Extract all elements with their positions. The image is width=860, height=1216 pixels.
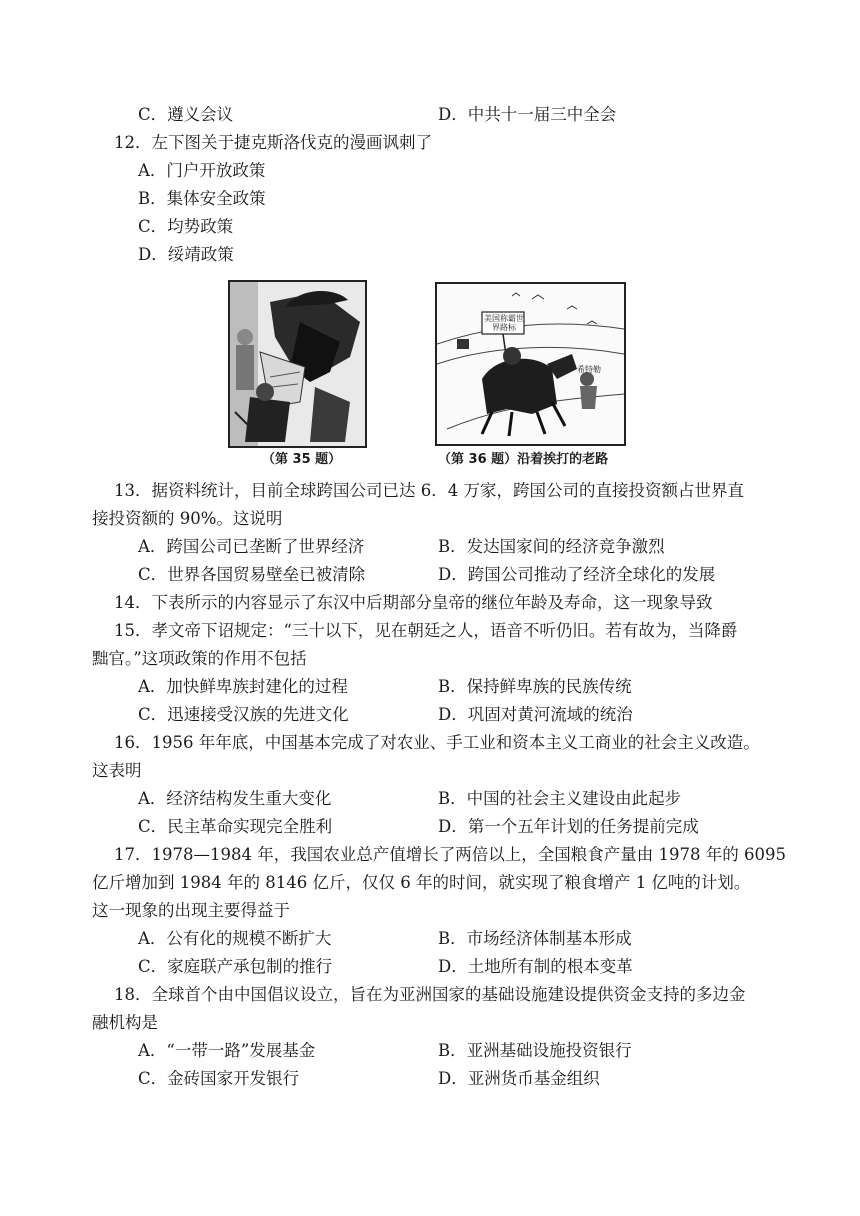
q13-option-b: B．发达国家间的经济竞争激烈 [438,537,665,556]
q11-option-d: D．中共十一届三中全会 [438,105,617,124]
q11-option-c: C．遵义会议 [138,105,234,124]
right-cartoon-sign-text: 美国称霸世界路标 [484,314,524,332]
q15-stem-line1: 15．孝文帝下诏规定：“三十以下，见在朝廷之人，语音不听仍旧。若有故为，当降爵 [114,621,738,640]
cartoon-old-road [435,282,626,446]
q13-option-d: D．跨国公司推动了经济全球化的发展 [438,565,716,584]
q12-option-c: C．均势政策 [138,217,234,236]
q16-stem-line2: 这表明 [92,761,142,780]
q12-stem: 12．左下图关于捷克斯洛伐克的漫画讽刺了 [114,133,432,152]
right-cartoon-label: 希特勒 [577,365,601,374]
q18-option-b: B．亚洲基础设施投资银行 [438,1041,632,1060]
cartoon-czechoslovakia [228,280,367,448]
q16-option-c: C．民主革命实现完全胜利 [138,817,333,836]
q12-option-d: D．绥靖政策 [138,245,234,264]
q12-option-a: A．门户开放政策 [138,161,266,180]
left-figure-caption: （第 35 题） [262,452,342,467]
cartoon-wolf-illustration [230,282,365,446]
right-figure-caption: （第 36 题）沿着挨打的老路 [438,452,609,467]
q17-option-a: A．公有化的规模不断扩大 [138,929,332,948]
q12-option-b: B．集体安全政策 [138,189,266,208]
q18-option-c: C．金砖国家开发银行 [138,1069,300,1088]
q13-option-c: C．世界各国贸易壁垒已被清除 [138,565,366,584]
q15-option-b: B．保持鲜卑族的民族传统 [438,677,632,696]
q18-stem-line1: 18．全球首个由中国倡议设立，旨在为亚洲国家的基础设施建设提供资金支持的多边金 [114,985,746,1004]
q17-stem-line2: 亿斤增加到 1984 年的 8146 亿斤，仅仅 6 年的时间，就实现了粮食增产 1 亿吨的计划。 [92,873,751,892]
q16-stem-line1: 16．1956 年年底，中国基本完成了对农业、手工业和资本主义工商业的社会主义改造。 [114,733,760,752]
q17-option-c: C．家庭联产承包制的推行 [138,957,333,976]
q15-option-a: A．加快鲜卑族封建化的过程 [138,677,348,696]
q18-option-d: D．亚洲货币基金组织 [438,1069,600,1088]
q16-option-d: D．第一个五年计划的任务提前完成 [438,817,699,836]
q15-stem-line2: 黜官。”这项政策的作用不包括 [92,649,307,668]
q15-option-d: D．巩固对黄河流域的统治 [438,705,633,724]
q17-option-b: B．市场经济体制基本形成 [438,929,632,948]
q18-stem-line2: 融机构是 [92,1013,158,1032]
q13-stem-line2: 接投资额的 90%。这说明 [92,509,283,528]
q13-option-a: A．跨国公司已垄断了世界经济 [138,537,365,556]
q14-stem: 14．下表所示的内容显示了东汉中后期部分皇帝的继位年龄及寿命，这一现象导致 [114,593,713,612]
q16-option-b: B．中国的社会主义建设由此起步 [438,789,682,808]
q17-stem-line3: 这一现象的出现主要得益于 [92,901,290,920]
q17-stem-line1: 17．1978—1984 年，我国农业总产值增长了两倍以上，全国粮食产量由 1978 年的 6095 [114,845,786,864]
q18-option-a: A．“一带一路”发展基金 [138,1041,316,1060]
q17-option-d: D．土地所有制的根本变革 [438,957,633,976]
q15-option-c: C．迅速接受汉族的先进文化 [138,705,349,724]
q13-stem-line1: 13．据资料统计，目前全球跨国公司已达 6．4 万家，跨国公司的直接投资额占世界直 [114,481,744,500]
q16-option-a: A．经济结构发生重大变化 [138,789,332,808]
